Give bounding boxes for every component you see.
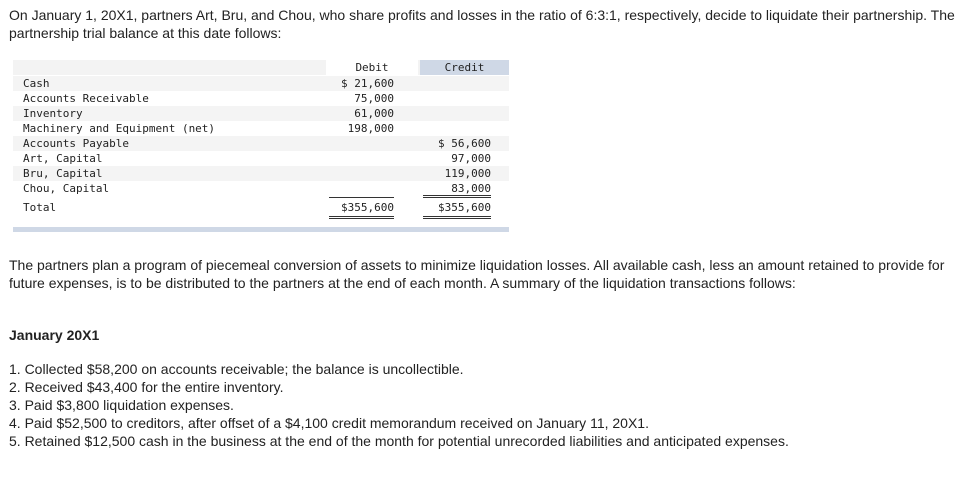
list-item: 2. Received $43,400 for the entire inventory.: [9, 379, 284, 395]
total-credit-amount: $355,600: [423, 197, 491, 219]
total-row: [13, 197, 509, 219]
account-name: Chou, Capital: [23, 182, 110, 195]
debit-amount: 75,000: [354, 92, 394, 105]
table-row: [13, 166, 509, 181]
total-label: Total: [23, 201, 57, 214]
account-name: Machinery and Equipment (net): [23, 122, 216, 135]
plan-paragraph: The partners plan a program of piecemeal conversion of assets to minimize liquidation losses. All available cash, less an amount retained to provide for future expenses, is to be distributed to the partners at the end of each month. A summary of the liquidation transactions follows:: [9, 257, 945, 291]
credit-amount: 119,000: [444, 167, 491, 180]
credit-amount: 83,000: [423, 181, 491, 196]
table-row: [13, 76, 509, 91]
debit-column-header: Debit: [355, 61, 389, 74]
debit-amount: $ 21,600: [341, 77, 394, 90]
trial-balance-header: [13, 60, 509, 75]
account-name: Inventory: [23, 107, 83, 120]
table-row: [13, 181, 509, 196]
list-item: 1. Collected $58,200 on accounts receivable; the balance is uncollectible.: [9, 361, 464, 377]
trial-balance-rows: [13, 76, 509, 196]
account-name: Accounts Payable: [23, 137, 129, 150]
credit-amount: $ 56,600: [438, 137, 491, 150]
list-item: 4. Paid $52,500 to creditors, after offset of a $4,100 credit memorandum received on January 11, 20X1.: [9, 415, 649, 431]
debit-amount: 198,000: [347, 122, 394, 135]
account-name: Art, Capital: [23, 152, 103, 165]
table-bottom-bar: [13, 227, 509, 232]
debit-amount: 61,000: [354, 107, 394, 120]
account-name: Bru, Capital: [23, 167, 103, 180]
list-item: 3. Paid $3,800 liquidation expenses.: [9, 397, 234, 413]
total-debit-amount: $355,600: [329, 197, 394, 219]
intro-paragraph: On January 1, 20X1, partners Art, Bru, and Chou, who share profits and losses in the ratio of 6:3:1, respectively, decide to liquidate their partnership. The partnership trial balance at this date follows:: [9, 7, 955, 41]
table-row: [13, 106, 509, 121]
table-row: [13, 91, 509, 106]
table-row: [13, 151, 509, 166]
credit-amount: 97,000: [451, 152, 491, 165]
account-name: Accounts Receivable: [23, 92, 149, 105]
table-row: [13, 121, 509, 136]
account-name: Cash: [23, 77, 50, 90]
month-heading: January 20X1: [9, 327, 100, 343]
credit-column-header: Credit: [444, 61, 485, 74]
list-item: 5. Retained $12,500 cash in the business at the end of the month for potential unrecorded liabilities and anticipated expenses.: [9, 433, 789, 449]
transactions-list: [9, 360, 789, 450]
table-row: [13, 136, 509, 151]
